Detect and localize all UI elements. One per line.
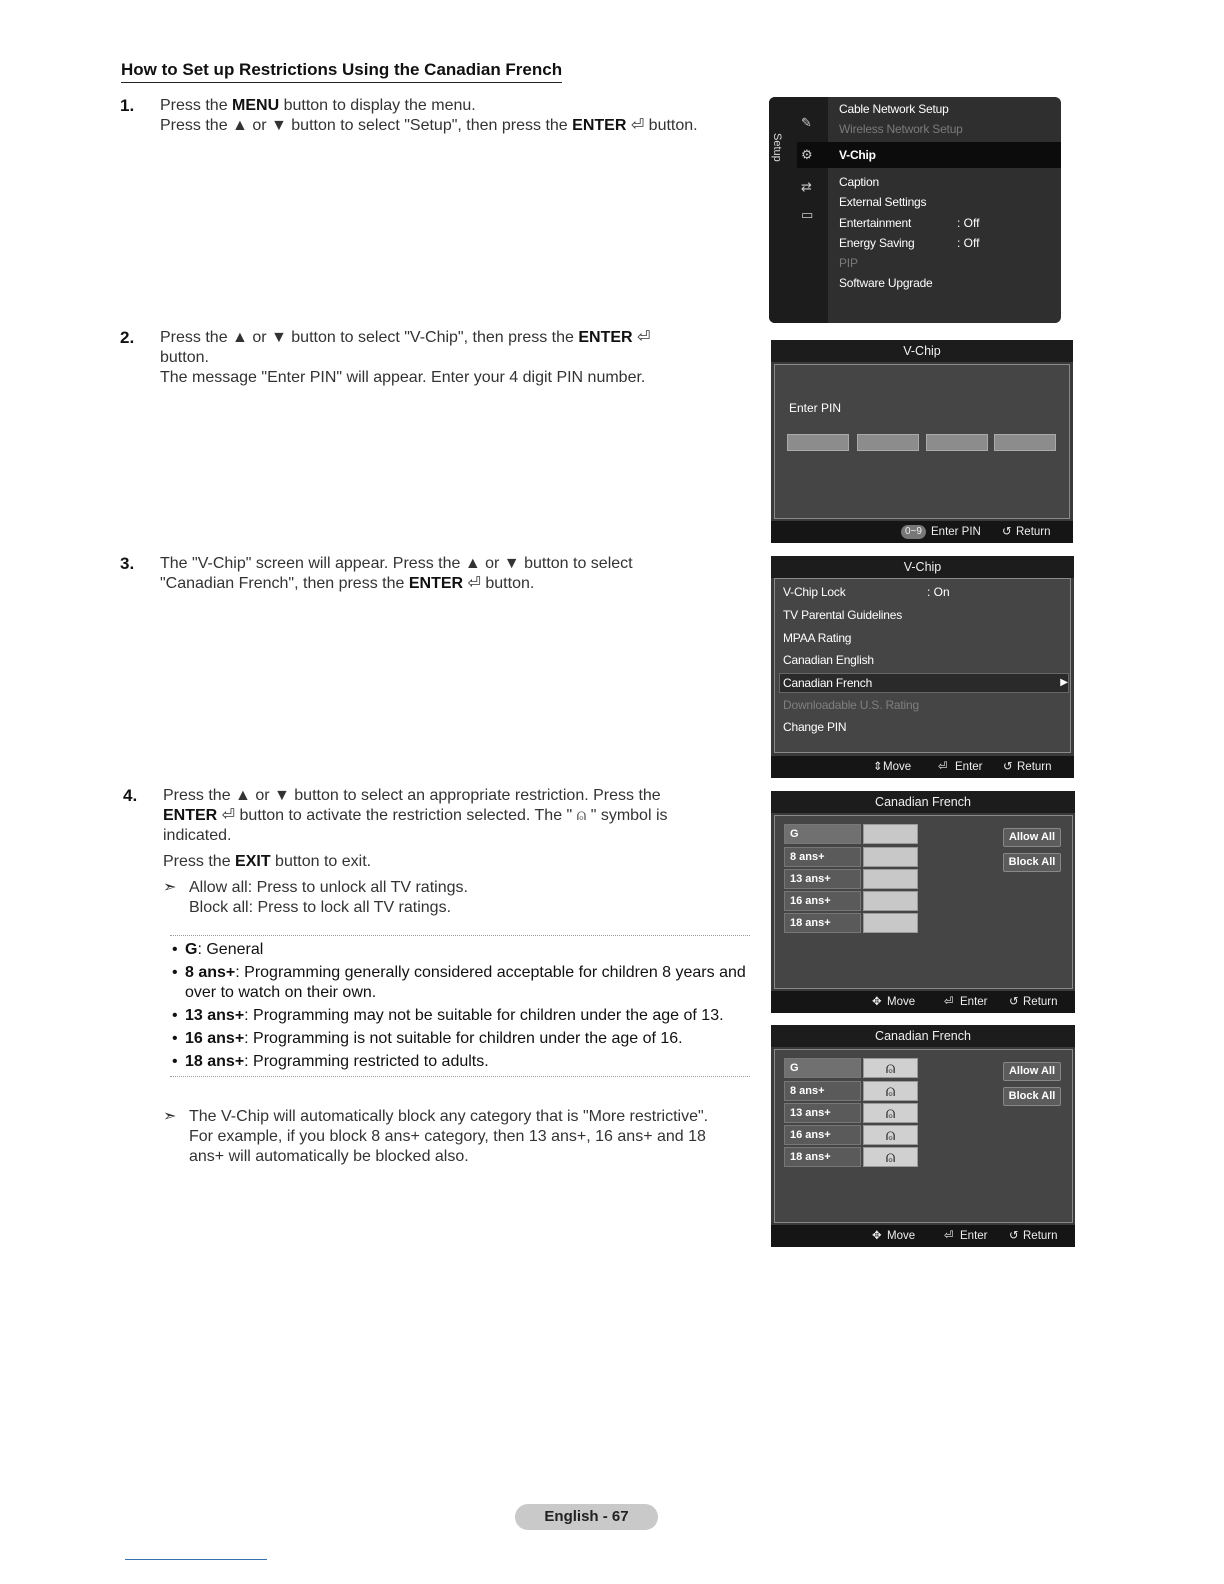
exit-line: Press the EXIT button to exit. (163, 853, 372, 870)
screen-footer (771, 991, 1075, 1013)
lock-icon[interactable]: ⍝ (863, 1125, 918, 1145)
v-chip-lock-value: : On (927, 585, 950, 599)
note-line: Allow all: Press to unlock all TV ratings. (189, 879, 468, 896)
pin-entry-screen (771, 340, 1073, 543)
list-item: • 16 ans+: Programming is not suitable for children under the age of 16. (170, 1029, 750, 1049)
pin-digit-field[interactable] (926, 434, 988, 451)
menu-item-canadian-english[interactable]: Canadian English (783, 653, 874, 667)
canadian-french-screen (771, 791, 1075, 1013)
rating-row-13-ans[interactable]: 13 ans+ (784, 1103, 861, 1123)
move-icon: ✥ (872, 996, 882, 1008)
setup-menu-screen (769, 97, 1061, 323)
footer-return[interactable]: Return (1016, 526, 1051, 538)
rating-lock-cell[interactable] (863, 824, 918, 844)
footer-return[interactable]: Return (1023, 1230, 1058, 1242)
move-icon: ✥ (872, 1230, 882, 1242)
menu-item-energy-saving[interactable]: Energy Saving (839, 236, 915, 250)
step-3 (120, 554, 633, 594)
menu-item-software-upgrade[interactable]: Software Upgrade (839, 276, 933, 290)
entertainment-value: : Off (957, 216, 980, 230)
note-line: For example, if you block 8 ans+ category, then 13 ans+, 16 ans+ and 18 (189, 1128, 706, 1145)
rating-row-16-ans[interactable]: 16 ans+ (784, 1125, 861, 1145)
step-line: The message "Enter PIN" will appear. Enter your 4 digit PIN number. (160, 369, 646, 386)
return-icon: ↺ (1009, 996, 1019, 1008)
screen-footer (771, 756, 1074, 778)
step-line: ENTER ⏎ button to activate the restriction selected. The " ⍝ " symbol is (163, 807, 668, 824)
lock-icon[interactable]: ⍝ (863, 1103, 918, 1123)
screen-title: V-Chip (771, 340, 1073, 362)
step-line: Press the ▲ or ▼ button to select an appropriate restriction. Press the (163, 787, 661, 804)
menu-item-caption[interactable]: Caption (839, 175, 879, 189)
step-1 (120, 96, 698, 136)
menu-item-cable-network-setup[interactable]: Cable Network Setup (839, 102, 949, 116)
submenu-arrow-icon: ▶ (1060, 677, 1068, 688)
enter-pin-label: Enter PIN (789, 401, 842, 415)
return-icon: ↺ (1003, 761, 1013, 773)
step-number: 4. (123, 786, 138, 805)
page-title: How to Set up Restrictions Using the Canadian French (121, 60, 562, 83)
footer-return[interactable]: Return (1023, 996, 1058, 1008)
step-line: "Canadian French", then press the ENTER ⏎ button. (160, 575, 535, 592)
footer-move: Move (883, 761, 912, 773)
rating-row-13-ans[interactable]: 13 ans+ (784, 869, 861, 889)
application-icon[interactable]: ▭ (801, 207, 814, 222)
block-all-button[interactable]: Block All (1003, 853, 1061, 872)
menu-item-external-settings[interactable]: External Settings (839, 195, 927, 209)
setup-tab-label[interactable]: Setup (771, 133, 783, 162)
note-line: Block all: Press to lock all TV ratings. (189, 899, 452, 916)
return-icon: ↺ (1002, 526, 1012, 538)
pin-digit-field[interactable] (857, 434, 919, 451)
menu-item-canadian-french[interactable]: Canadian French (783, 676, 873, 690)
footer-move: Move (887, 996, 916, 1008)
menu-item-pip: PIP (839, 256, 858, 270)
menu-item-change-pin[interactable]: Change PIN (783, 720, 847, 734)
canadian-french-locked-screen (771, 1025, 1075, 1247)
footer-enter[interactable]: Enter (955, 761, 983, 773)
divider (170, 1076, 750, 1077)
step-4 (123, 786, 668, 918)
step-line: The "V-Chip" screen will appear. Press the ▲ or ▼ button to select (160, 555, 633, 572)
pin-digit-field[interactable] (994, 434, 1056, 451)
note (163, 878, 668, 918)
rating-row-18-ans[interactable]: 18 ans+ (784, 913, 861, 933)
footer-enter[interactable]: Enter (960, 1230, 988, 1242)
auto-block-note (163, 1107, 708, 1167)
screen-title: V-Chip (771, 556, 1074, 578)
footer-return[interactable]: Return (1017, 761, 1052, 773)
footer-move: Move (887, 1230, 916, 1242)
menu-item-v-chip[interactable]: V-Chip (839, 148, 876, 162)
note-arrow-icon: ➣ (163, 879, 177, 896)
screen-footer (771, 1225, 1075, 1247)
step-line: indicated. (163, 827, 232, 844)
rating-row-18-ans[interactable]: 18 ans+ (784, 1147, 861, 1167)
footer-rule (125, 1559, 267, 1560)
note-line: The V-Chip will automatically block any category that is "More restrictive". (189, 1108, 709, 1125)
screen-title: Canadian French (771, 791, 1075, 813)
picture-icon[interactable]: ✎ (801, 115, 812, 130)
menu-item-downloadable-us-rating: Downloadable U.S. Rating (783, 698, 919, 712)
move-icon: ⇕ (873, 761, 883, 773)
note-line: ans+ will automatically be blocked also. (189, 1148, 469, 1165)
block-all-button[interactable]: Block All (1003, 1087, 1061, 1106)
page-number-badge: English - 67 (515, 1504, 658, 1530)
screen-footer (771, 521, 1073, 543)
rating-definitions (170, 935, 750, 1077)
list-item: • 18 ans+: Programming restricted to adults. (170, 1052, 750, 1072)
rating-row-g[interactable]: G (784, 1058, 861, 1078)
lock-icon[interactable]: ⍝ (863, 1081, 918, 1101)
energy-saving-value: : Off (957, 236, 980, 250)
note-arrow-icon: ➣ (163, 1108, 177, 1125)
divider (170, 935, 750, 936)
step-number: 1. (120, 96, 135, 115)
step-2 (120, 328, 651, 388)
enter-icon: ⏎ (944, 1230, 954, 1242)
input-icon[interactable]: ⇄ (801, 179, 812, 194)
setup-icon[interactable]: ⚙ (801, 147, 813, 162)
rating-lock-cell[interactable] (863, 913, 918, 933)
menu-item-tv-parental-guidelines[interactable]: TV Parental Guidelines (783, 608, 902, 622)
lock-icon[interactable]: ⍝ (863, 1147, 918, 1167)
pin-digit-field[interactable] (787, 434, 849, 451)
step-line: Press the ▲ or ▼ button to select "Setup", then press the ENTER ⏎ button. (160, 117, 698, 134)
rating-row-8-ans[interactable]: 8 ans+ (784, 847, 861, 867)
footer-enter-pin: Enter PIN (931, 526, 981, 538)
list-item: • G: General (170, 940, 750, 960)
rating-lock-cell[interactable] (863, 891, 918, 911)
v-chip-screen (771, 556, 1074, 778)
rating-lock-cell[interactable] (863, 869, 918, 889)
menu-item-mpaa-rating[interactable]: MPAA Rating (783, 631, 852, 645)
enter-icon: ⏎ (938, 761, 948, 773)
rating-row-16-ans[interactable]: 16 ans+ (784, 891, 861, 911)
lock-icon[interactable]: ⍝ (863, 1058, 918, 1078)
menu-item-v-chip-lock[interactable]: V-Chip Lock (783, 585, 846, 599)
step-line: Press the ▲ or ▼ button to select "V-Chip", then press the ENTER ⏎ (160, 329, 651, 346)
rating-lock-cell[interactable] (863, 847, 918, 867)
rating-row-g[interactable]: G (784, 824, 861, 844)
step-line: Press the MENU button to display the menu. (160, 97, 476, 114)
rating-row-8-ans[interactable]: 8 ans+ (784, 1081, 861, 1101)
footer-enter[interactable]: Enter (960, 996, 988, 1008)
list-item: • 8 ans+: Programming generally considered acceptable for children 8 years and over to watch on their own. (170, 963, 750, 1003)
menu-item-entertainment[interactable]: Entertainment (839, 216, 912, 230)
step-number: 2. (120, 328, 135, 347)
list-item: • 13 ans+: Programming may not be suitable for children under the age of 13. (170, 1006, 750, 1026)
allow-all-button[interactable]: Allow All (1003, 828, 1061, 847)
return-icon: ↺ (1009, 1230, 1019, 1242)
allow-all-button[interactable]: Allow All (1003, 1062, 1061, 1081)
step-line: button. (160, 349, 209, 366)
screen-title: Canadian French (771, 1025, 1075, 1047)
menu-item-wireless-network-setup: Wireless Network Setup (839, 122, 963, 136)
step-number: 3. (120, 554, 135, 573)
number-keys-icon: 0~9 (901, 525, 926, 539)
menu-sidebar (769, 97, 828, 323)
enter-icon: ⏎ (944, 996, 954, 1008)
selection-highlight (797, 142, 1061, 168)
